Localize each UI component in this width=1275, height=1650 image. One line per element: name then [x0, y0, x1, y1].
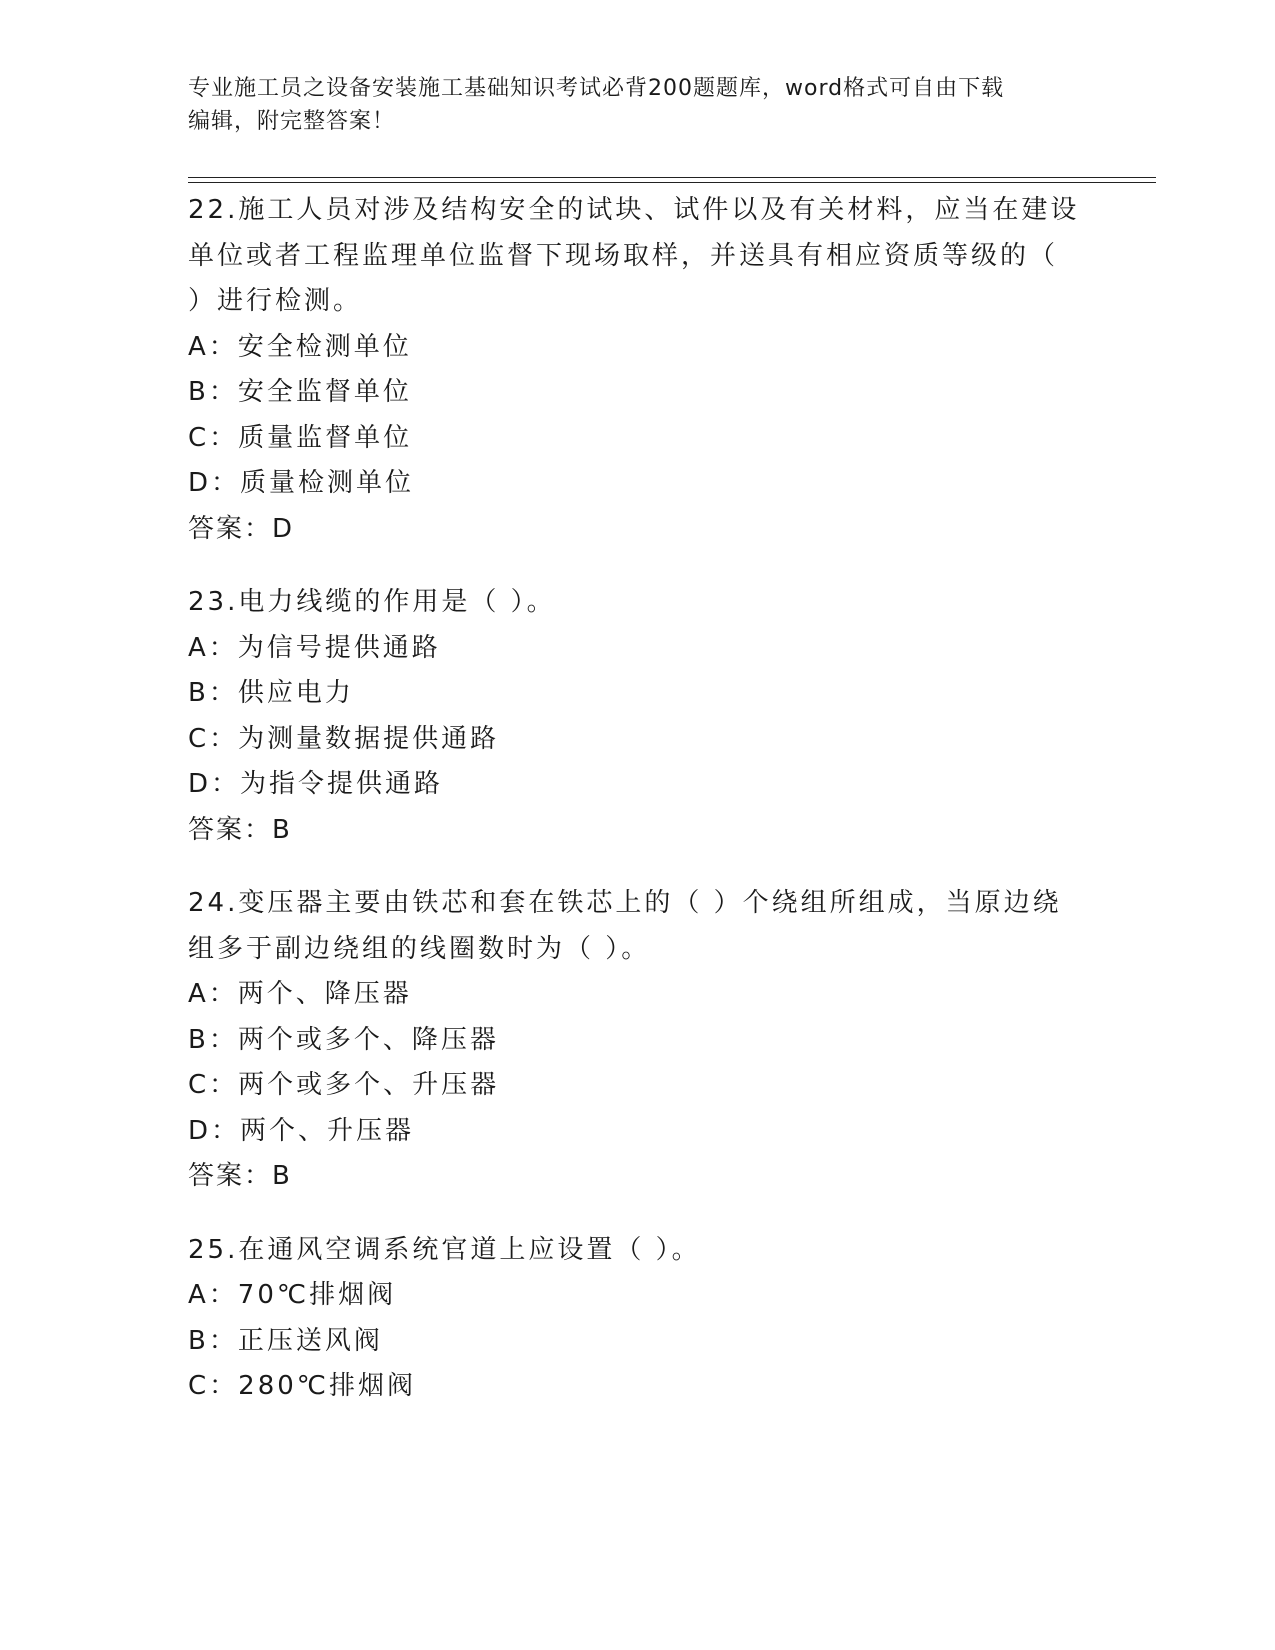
stem-line: 23.电力线缆的作用是（ ）。	[188, 587, 556, 617]
question-24	[188, 881, 1088, 1200]
option-a: A：两个、降压器	[188, 979, 412, 1009]
option-b: B：供应电力	[188, 678, 354, 708]
question-22	[188, 188, 1088, 552]
option-a: A：为信号提供通路	[188, 632, 441, 663]
question-stem	[188, 580, 1088, 626]
option-b: B：安全监督单位	[188, 377, 412, 407]
header-divider-bottom	[188, 182, 1156, 183]
option-a: A：安全检测单位	[188, 331, 412, 362]
option-a: A：70℃排烟阀	[188, 1280, 397, 1310]
question-25	[188, 1228, 1088, 1410]
option-c: C：质量监督单位	[188, 422, 413, 453]
stem-line: 22.施工人员对涉及结构安全的试块、试件以及有关材料，应当在建设	[188, 195, 1080, 225]
question-stem	[188, 188, 1088, 325]
header-divider-top	[188, 177, 1156, 178]
stem-line: 组多于副边绕组的线圈数时为（ ）。	[188, 933, 651, 964]
stem-line: 单位或者工程监理单位监督下现场取样，并送具有相应资质等级的（	[188, 240, 1059, 271]
option-b: B：两个或多个、降压器	[188, 1024, 499, 1055]
question-23	[188, 580, 1088, 853]
option-c: C：两个或多个、升压器	[188, 1070, 500, 1100]
answer-line: 答案：B	[188, 1161, 292, 1191]
stem-line: ）进行检测。	[188, 286, 363, 316]
header-line-1: 专业施工员之设备安装施工基础知识考试必背200题题库，word格式可自由下载	[188, 76, 1005, 101]
option-c: C：为测量数据提供通路	[188, 723, 500, 754]
option-c: C：280℃排烟阀	[188, 1371, 416, 1401]
question-stem	[188, 881, 1088, 972]
stem-line: 25.在通风空调系统官道上应设置（ ）。	[188, 1234, 701, 1265]
answer-line: 答案：D	[188, 513, 295, 544]
option-d: D：两个、升压器	[188, 1115, 415, 1146]
answer-line: 答案：B	[188, 814, 292, 845]
document-header	[188, 72, 1088, 138]
option-b: B：正压送风阀	[188, 1325, 383, 1356]
stem-line: 24.变压器主要由铁芯和套在铁芯上的（ ）个绕组所组成，当原边绕	[188, 888, 1062, 918]
option-d: D：质量检测单位	[188, 468, 415, 498]
question-stem	[188, 1228, 1088, 1274]
question-list	[188, 188, 1088, 1438]
header-line-2: 编辑，附完整答案！	[188, 109, 396, 134]
option-d: D：为指令提供通路	[188, 769, 444, 799]
